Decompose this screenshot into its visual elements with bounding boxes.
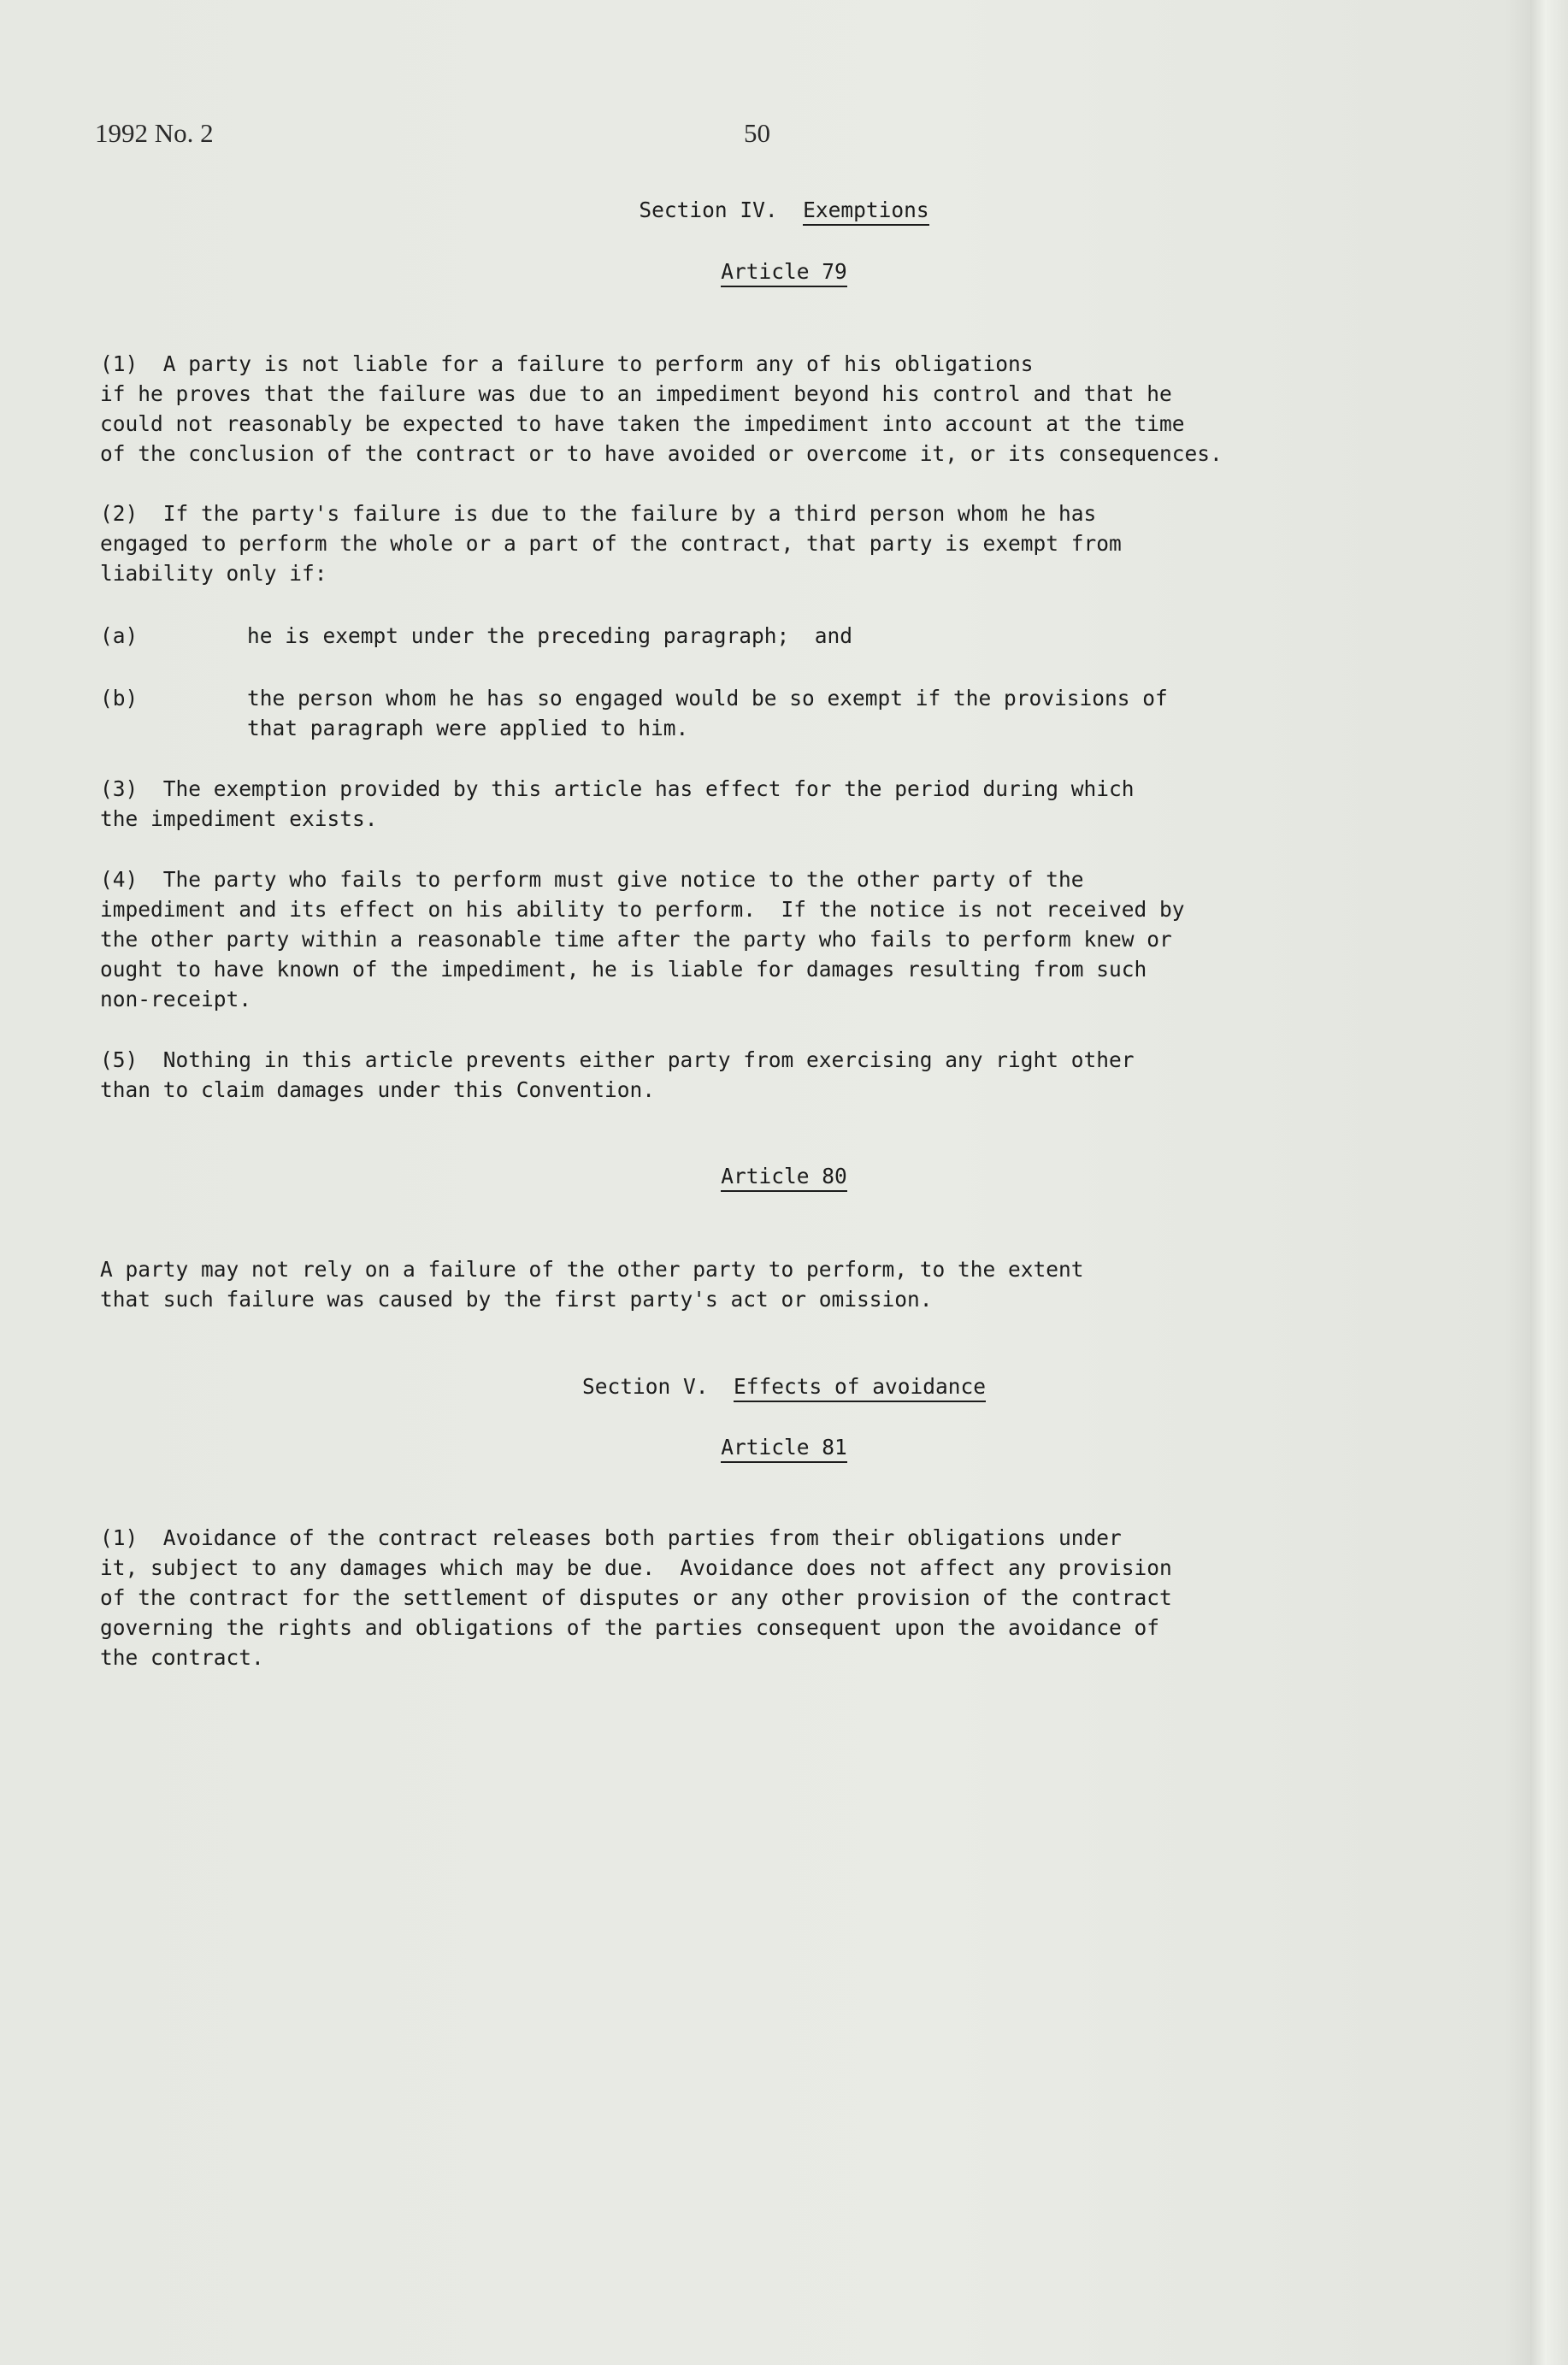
section-5-title: Effects of avoidance [734,1374,986,1402]
page-number: 50 [744,118,770,148]
art79-p1-line: could not reasonably be expected to have taken the impediment into account at the time [100,411,1185,436]
art79-p4-line: impediment and its effect on his ability to perform. If the notice is not received by [100,897,1185,922]
art79-p1-line: of the conclusion of the contract or to have avoided or overcome it, or its consequences. [100,441,1223,466]
art81-p1-line: the contract. [100,1645,264,1670]
art81-p1-line: of the contract for the settlement of disputes or any other provision of the contract [100,1585,1172,1610]
art80-p1-line: that such failure was caused by the first party's act or omission. [100,1287,933,1312]
art79-p3-line: the impediment exists. [100,806,378,831]
art79-p2-line: (2) If the party's failure is due to the failure by a third person whom he has [100,501,1097,526]
art79-p4-line: the other party within a reasonable time after the party who fails to perform knew or [100,927,1172,952]
art79-p5-line: than to claim damages under this Convention. [100,1077,656,1102]
art80-p1-line: A party may not rely on a failure of the other party to perform, to the extent [100,1257,1084,1282]
art79-item-b-label: (b) [100,686,139,711]
section-4-heading [0,198,1568,222]
art79-p4-line: non-receipt. [100,987,252,1011]
art81-p1-line: it, subject to any damages which may be due. Avoidance does not affect any provision [100,1555,1172,1580]
art79-p1-line: (1) A party is not liable for a failure to perform any of his obligations [100,351,1034,376]
section-4-prefix: Section IV. [639,198,778,222]
art79-item-b-line: that paragraph were applied to him. [247,716,689,740]
art79-p2-line: engaged to perform the whole or a part of the contract, that party is exempt from [100,531,1122,556]
art79-p1-line: if he proves that the failure was due to an impediment beyond his control and that he [100,381,1172,406]
art81-p1-line: (1) Avoidance of the contract releases both parties from their obligations under [100,1525,1122,1550]
art79-item-a-label: (a) [100,623,139,648]
article-79-heading-text: Article 79 [721,259,847,287]
art79-item-b-line: the person whom he has so engaged would be so exempt if the provisions of [247,686,1168,711]
section-5-heading [0,1374,1568,1399]
art79-p2-line: liability only if: [100,561,327,586]
art79-item-a-text: he is exempt under the preceding paragraph; and [247,623,853,648]
article-80-heading-text: Article 80 [721,1164,847,1192]
article-79-heading [0,259,1568,284]
art79-p3-line: (3) The exemption provided by this article has effect for the period during which [100,776,1135,801]
section-4-title: Exemptions [803,198,929,226]
article-80-heading [0,1164,1568,1188]
article-81-heading [0,1435,1568,1460]
art79-p4-line: ought to have known of the impediment, he is liable for damages resulting from such [100,957,1147,982]
art79-p5-line: (5) Nothing in this article prevents either party from exercising any right other [100,1047,1135,1072]
section-5-prefix: Section V. [581,1374,709,1399]
art79-p4-line: (4) The party who fails to perform must give notice to the other party of the [100,867,1084,892]
article-81-heading-text: Article 81 [721,1435,847,1463]
document-reference: 1992 No. 2 [95,118,214,148]
art81-p1-line: governing the rights and obligations of the parties consequent upon the avoidance of [100,1615,1160,1640]
